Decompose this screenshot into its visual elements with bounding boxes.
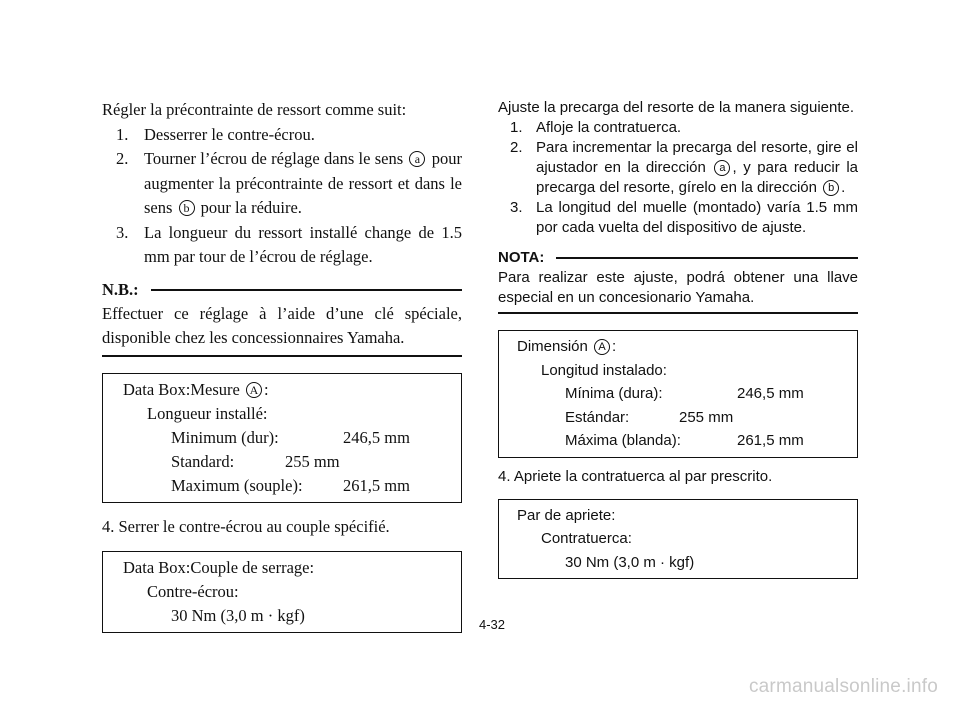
es-note-title: NOTA: xyxy=(498,249,545,266)
fr-step-2 xyxy=(116,147,462,221)
fr-step-4: 4. Serrer le contre-écrou au couple spécifié. xyxy=(102,516,390,536)
fr-data-box-measure xyxy=(102,373,462,503)
french-column xyxy=(102,98,462,633)
fr-step-3 xyxy=(116,221,462,270)
spanish-column xyxy=(498,98,858,579)
fr-step-3-text: La longueur du ressort installé change de 1.5 mm par tour de l’écrou de réglage. xyxy=(144,222,462,266)
es-box1-max-label: Máxima (blanda): xyxy=(565,432,681,449)
fr-box1-std-row xyxy=(123,450,461,474)
es-box2-title: Par de apriete: xyxy=(517,506,616,524)
fr-box1-min-value: 246,5 mm xyxy=(343,427,410,447)
es-box1-std-value: 255 mm xyxy=(679,408,734,426)
fr-box2-subtitle: Contre-écrou: xyxy=(147,581,239,601)
es-step-1-text: Afloje la contratuerca. xyxy=(536,119,682,136)
es-step-2 xyxy=(510,138,858,198)
es-step-3-text: La longitud del muelle (montado) varía 1.5 mm por cada vuelta del dispositivo de ajuste. xyxy=(536,199,858,236)
fr-box1-subtitle: Longueur installé: xyxy=(147,403,268,423)
es-note-text: Para realizar este ajuste, podrá obtener una llave especial en un concesionario Yamaha. xyxy=(498,269,858,306)
fr-step-2-text xyxy=(144,147,462,221)
es-box1-max-row xyxy=(517,429,857,453)
fr-step-1-number: 1. xyxy=(116,124,129,144)
fr-note-title: N.B.: xyxy=(102,279,139,299)
es-note-header xyxy=(498,248,858,268)
fr-box1-colon: : xyxy=(263,379,269,399)
es-step-3-number: 3. xyxy=(510,199,523,216)
es-box2-value: 30 Nm (3,0 m · kgf) xyxy=(565,553,695,571)
es-note-divider xyxy=(556,257,858,259)
watermark: carmanualsonline.info xyxy=(748,676,938,697)
fr-step-2-number: 2. xyxy=(116,149,129,168)
fr-box1-max-label: Maximum (souple): xyxy=(171,475,303,495)
fr-box1-title-line xyxy=(123,378,461,402)
marker-b-icon: b xyxy=(823,180,839,196)
marker-A-icon: A xyxy=(594,339,610,355)
es-box1-std-row xyxy=(517,406,857,430)
es-box1-title: Dimensión xyxy=(517,338,588,355)
es-step-2-text xyxy=(536,138,858,198)
fr-step-2-part-c: pour la réduire. xyxy=(200,198,302,217)
fr-note-divider xyxy=(151,289,462,291)
marker-a-icon: a xyxy=(714,160,730,176)
es-step-2-part-a: Para incrementar la precarga del resorte, gire el ajustador en la dirección xyxy=(536,139,858,176)
es-box1-min-value: 246,5 mm xyxy=(737,385,804,402)
es-box1-std-label: Estándar: xyxy=(565,408,630,426)
es-data-box-dimension xyxy=(498,330,858,458)
es-data-box-torque xyxy=(498,499,858,580)
marker-A-icon: A xyxy=(246,382,262,398)
fr-step-1 xyxy=(116,123,462,148)
es-step-2-part-b: , y para reducir la precarga del resorte, gírelo en la dirección xyxy=(536,159,859,196)
fr-note-rule xyxy=(102,355,462,357)
es-box1-max-value: 261,5 mm xyxy=(737,432,804,449)
page-number: 4-32 xyxy=(478,617,506,632)
es-step-2-part-c: . xyxy=(841,179,846,196)
es-step-4: 4. Apriete la contratuerca al par prescrito. xyxy=(498,467,773,485)
fr-box2-value: 30 Nm (3,0 m · kgf) xyxy=(171,605,305,625)
fr-box1-min-row xyxy=(123,426,461,450)
es-box1-min-row xyxy=(517,382,857,406)
fr-step-2-part-b: pour augmenter la précontrainte de ressort et dans le sens xyxy=(144,149,463,217)
fr-note-header xyxy=(102,278,462,302)
fr-note-text: Effectuer ce réglage à l’aide d’une clé spéciale, disponible chez les concessionnaires Yamaha. xyxy=(102,303,462,347)
fr-box2-title: Data Box:Couple de serrage: xyxy=(123,557,315,577)
marker-b-icon: b xyxy=(179,200,195,216)
es-step-3 xyxy=(510,198,858,238)
fr-box1-std-value: 255 mm xyxy=(285,451,340,471)
es-box1-subtitle: Longitud instalado: xyxy=(541,361,667,379)
fr-box1-max-value: 261,5 mm xyxy=(343,475,410,495)
es-box1-min-label: Mínima (dura): xyxy=(565,385,663,402)
fr-box1-title: Data Box:Mesure xyxy=(123,379,240,399)
es-step-2-number: 2. xyxy=(510,139,523,156)
fr-step-1-text: Desserrer le contre-écrou. xyxy=(144,124,315,144)
fr-box1-std-label: Standard: xyxy=(171,451,235,471)
es-step-1-number: 1. xyxy=(510,119,523,136)
es-box1-title-line xyxy=(517,335,857,359)
es-box2-subtitle: Contratuerca: xyxy=(541,530,632,547)
fr-intro: Régler la précontrainte de ressort comme suit: xyxy=(102,100,407,119)
marker-a-icon: a xyxy=(409,151,425,167)
es-intro: Ajuste la precarga del resorte de la manera siguiente. xyxy=(498,99,855,116)
es-box1-colon: : xyxy=(612,338,617,355)
fr-data-box-torque xyxy=(102,551,462,633)
es-step-1 xyxy=(510,118,858,138)
fr-box1-min-label: Minimum (dur): xyxy=(171,427,279,447)
es-note-rule xyxy=(498,312,858,314)
fr-step-2-part-a: Tourner l’écrou de réglage dans le sens xyxy=(144,149,404,168)
fr-box1-max-row xyxy=(123,474,461,498)
fr-step-3-number: 3. xyxy=(116,222,129,242)
